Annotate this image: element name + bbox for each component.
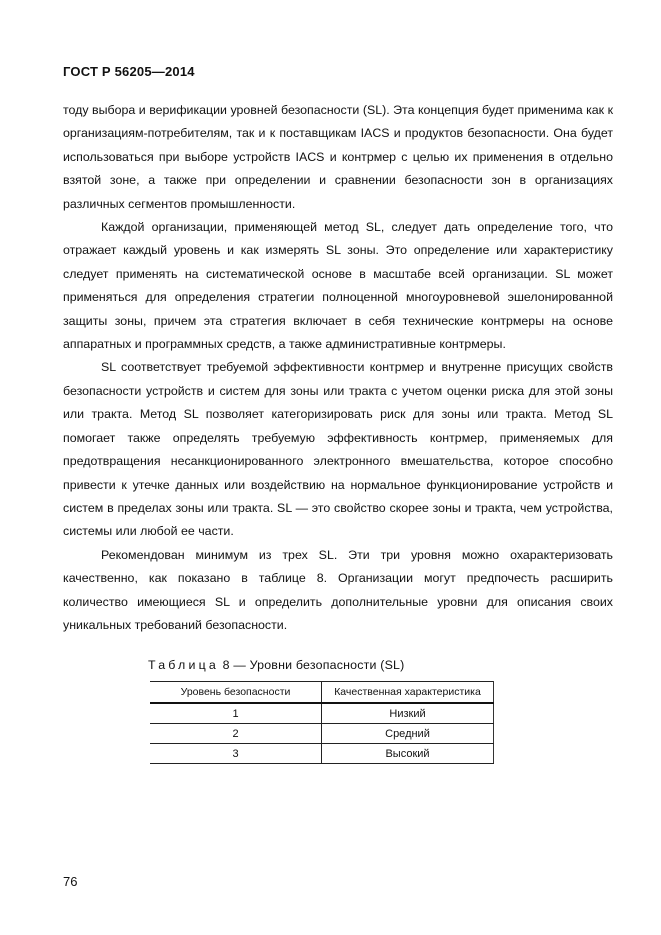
paragraph-1: тоду выбора и верификации уровней безопасности (SL). Эта концепция будет применима как к организациям-потребителям, так и к поставщикам IACS и продуктов безопасности. Она будет использоваться при выборе устройств IACS и контрмер с целью их применения в отдельно взятой зоне, а также при определении и сравнении безопасности зон в организациях различных сегментов промышленности. [63, 103, 613, 211]
table-caption-title: 8 — Уровни безопасности (SL) [218, 658, 405, 672]
table-row [150, 744, 494, 764]
table-caption-word: Таблица [148, 658, 219, 672]
table-cell-characteristic: Высокий [322, 744, 494, 764]
column-header-level: Уровень безопасности [150, 682, 322, 704]
paragraph-3: SL соответствует требуемой эффективности контрмер и внутренне присущих свойств безопасности устройств и систем для зоны или тракта с учетом оценки риска для этой зоны или тракта. Метод SL позволяет категоризировать риск для зоны или тракта. Метод SL помогает также определять требуемую эффективность контрмер, применяемых для предотвращения несанкционированного электронного вмешательства, которое способно привести к утечке данных или воздействию на нормальное функционирование устройств и систем в пределах зоны или тракта. SL — это свойство скорее зоны и тракта, чем устройства, системы или любой ее части. [63, 360, 613, 539]
table-cell-level: 1 [150, 703, 322, 724]
table-cell-characteristic: Средний [322, 724, 494, 744]
table-row [150, 703, 494, 724]
page-number: 76 [63, 874, 78, 889]
paragraph-4: Рекомендован минимум из трех SL. Эти три уровня можно охарактеризовать качественно, как показано в таблице 8. Организации могут предпочесть расширить количество имеющиеся SL и определить дополнительные уровни для описания своих уникальных требований безопасности. [63, 547, 613, 632]
table-header-row [150, 682, 494, 704]
table-caption [148, 658, 404, 672]
security-levels-table [150, 681, 494, 764]
standard-header: ГОСТ Р 56205—2014 [63, 64, 195, 79]
paragraph-2: Каждой организации, применяющей метод SL, следует дать определение того, что отражает каждый уровень и как измерять SL зоны. Это определение или характеристику следует применять на систематической основе в масштабе всей организации. SL может применяться для определения стратегии полноценной многоуровневой эшелонированной защиты зоны, причем эта стратегия включает в себя технические контрмеры на основе аппаратных и программных средств, а также административные контрмеры. [63, 220, 613, 352]
table-cell-characteristic: Низкий [322, 703, 494, 724]
body-text [63, 99, 613, 637]
table-row [150, 724, 494, 744]
table-cell-level: 3 [150, 744, 322, 764]
table-cell-level: 2 [150, 724, 322, 744]
column-header-characteristic: Качественная характеристика [322, 682, 494, 704]
